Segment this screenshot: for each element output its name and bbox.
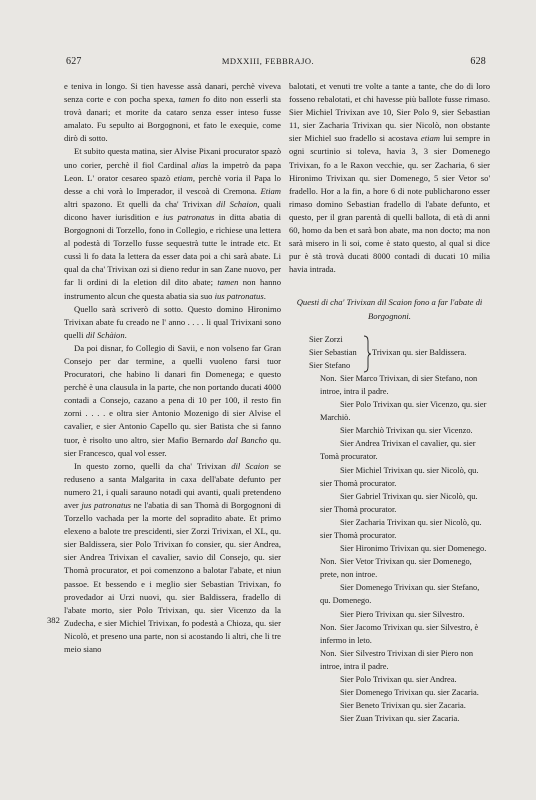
curly-brace-icon <box>363 335 371 373</box>
name-text: Sier Andrea Trivixan el cavalier, qu. sier Tomà procurator. <box>320 439 476 462</box>
non-marker: Non. <box>320 373 337 383</box>
name-entry <box>289 673 490 686</box>
right-column <box>289 80 490 725</box>
page-number-right: 628 <box>470 56 486 67</box>
name-entry <box>289 424 490 437</box>
name-entry <box>289 542 490 555</box>
margin-number: 382 <box>47 615 60 625</box>
brace-name-3: Sier Stefano <box>309 360 351 370</box>
name-entry <box>289 490 490 516</box>
brace-group <box>289 333 490 372</box>
right-column-paragraph: balotati, et venuti tre volte a tante a tante, che do di loro fosseno rebalotati, et chi havesse più ballote fusse rimaso. Sier Michiel Trivixan ave 10, Sier Polo 9, sier Sebastian 11, sier Zacharia Trivixan qu. sier Nicolò, non obstante sier Michiel suo fradello si acostava etiam lui sempre in ogni scurtinio si toleva, havia 3, 3 sier Domenego Trivixan, fo a le Raxon vecchie, qu. ser Zacharia, 6 sier Hironimo Trivixan qu. sier Domenego, 5 sier Vetor so' fradello. Hor a la fin, a hore 6 di note publicharono esser rimaso domino Sebastian fradello di l'abate defunto, et questo, per il gran parentà di quelli ballota, di età di anni 60, homo da ben et sarà bon abate, ma non docto; ma non sarà misero in li soi, come è stato questo, al qual si dice pur è stà trovà ducati 8000 contadi di ducati 10 milia havia intrada. <box>289 81 490 275</box>
name-list <box>289 333 490 726</box>
name-text: Sier Hironimo Trivixan qu. sier Domenego. <box>340 544 487 554</box>
name-text: Sier Jacomo Trivixan qu. sier Silvestro, è infermo in leto. <box>320 622 479 645</box>
name-entry <box>289 516 490 542</box>
brace-name-1: Sier Zorzi <box>309 334 343 344</box>
name-entry <box>289 647 490 673</box>
name-text: Sier Gabriel Trivixan qu. sier Nicolò, qu. sier Thomà procurator. <box>320 491 478 514</box>
name-entry <box>289 437 490 463</box>
left-paragraph-4: Da poi disnar, fo Collegio di Savii, e non volseno far Gran Consejo per dar termine, a quelli vuoleno farsi tuor Procuratori, che habino li danari fin Domenega; e questo perchè è una clausula in la parte, che non portando ducati 4000 contadi a Consejo, cazano a pena di 10 per 100, il resto fin zorni . . . . e oltra sier Antonio Mozenigo di sier Alvise el cavalier, e sier Antonio Capello qu. sier Batista che si fanno tuor, è risolto uno altro, sier Mafio Bernardo dal Bancho qu. sier Francesco, qual vol esser. <box>64 342 281 458</box>
non-marker: Non. <box>320 557 337 567</box>
brace-name-2: Sier Sebastian <box>309 347 357 357</box>
page-number-left: 627 <box>66 56 82 67</box>
name-text: Sier Domenego Trivixan qu. sier Stefano, qu. Domenego. <box>320 583 480 606</box>
running-header: MDXXIII, FEBBRAJO. <box>221 56 315 66</box>
name-text: Sier Piero Trivixan qu. sier Silvestro. <box>340 609 465 619</box>
name-entry <box>289 581 490 607</box>
name-text: Sier Zuan Trivixan qu. sier Zacaria. <box>340 714 460 724</box>
non-marker: Non. <box>320 622 337 632</box>
name-entry <box>289 398 490 424</box>
left-paragraph-5: In questo zorno, quelli da cha' Trivixan dil Scaion se reduseno a santa Malgarita in caxa dell'abate defunto per numero 21, i quali sarauno notadi qui avanti, quali pretendeno aver jus patronatus ne l'abatia di san Thomà di Borgognoni di Torzello vachada per la morte del sopradito abate. Et primo elexeno a balote tre prescidenti, sier Zorzi Trivixan, el XL, qu. sier Baldissera, sier Polo Trivixan fo consier, qu. sier Andrea, sier Andrea Trivixan el cavalier, savio dil Consejo, qu. sier Thomà procurator, et poi comenzono a balotar l'abate, et niun passoe. Et bessendo e i meglio sier Sebastian Trivixan, fo provedador ai Urzi nuovi, qu. sier Baldissera, fradello di l'abate morto, sier Polo Trivixan, qu. sier Vicenzo da la Zudecha, e sier Michiel Trivixan, fo podestà a Chioza, qu. sier Nicolò, et preseno una parte, non si acostando li altri, che li tre meio siano <box>64 460 282 655</box>
left-column <box>64 80 281 656</box>
left-paragraph-3: Quello sarà scriverò di sotto. Questo domino Hironimo Trivixan abate fu creado ne l' anno . . . . li qual Trivixani sono quelli dil Schàion. <box>64 303 281 340</box>
left-paragraph-1: e teniva in longo. Si tien havesse assà danari, perchè viveva senza corte e con pocha spexa, tamen fo dito non esserli sta trovà danari; et morite da cataro senza esser inteso fusse amalato. Fu sepulto ai Borgognoni, et fato le exequie, come dirò di sotto. <box>64 81 281 144</box>
name-text: Sier Polo Trivixan qu. sier Andrea. <box>340 675 457 685</box>
name-entry <box>289 372 490 398</box>
name-entry <box>289 608 490 621</box>
name-entry <box>289 686 490 699</box>
name-entry <box>289 699 490 712</box>
name-entry <box>289 464 490 490</box>
name-entry <box>289 555 490 581</box>
list-heading: Questi di cha' Trivixan dil Scaion fono a far l'abate di Borgognoni. <box>296 297 483 321</box>
name-text: Sier Michiel Trivixan qu. sier Nicolò, qu. sier Thomà procurator. <box>320 465 479 488</box>
name-text: Sier Zacharia Trivixan qu. sier Nicolò, qu. sier Thomà procurator. <box>320 517 482 540</box>
name-text: Sier Silvestro Trivixan di sier Piero non introe, intra il padre. <box>320 648 474 671</box>
name-text: Sier Marco Trivixan, di sier Stefano, non introe, intra il padre. <box>320 373 478 396</box>
name-entry <box>289 621 490 647</box>
non-marker: Non. <box>320 648 337 658</box>
name-text: Sier Domenego Trivixan qu. sier Zacaria. <box>340 688 479 698</box>
name-text: Sier Polo Trivixan qu. sier Vicenzo, qu. sier Marchiò. <box>320 400 487 423</box>
left-paragraph-2: Et subito questa matina, sier Alvise Pixani procurator spazò uno corier, perchè il fiol Cardinal alias la impetrò da papa Leon. L' orator cesareo spazò etiam, perchè voria il Papa lo desse a chi vorà lo Imperador, il vescoà di Cremona. Etiam altri spazono. Et quelli da cha' Trivixan dil Schaion, quali dicono haver iurisdition e ius patronatus in ditta abatia di Borgognoni di Torzello, fono in Collegio, e richiese una lettera al podestà di Torzello fusse sequestrà tutte le intrade etc. Et cussì li fo data la lettera da esser data poi a chi sarà abate. Li qual da cha' Trivixan ozi si dieno redur in san Zane nuovo, per far li ordini di la eletion dil dito abate; tamen non hanno instrumento alcun che questa abatia sia suo ius patronatus. <box>64 146 282 301</box>
name-text: Sier Vetor Trivixan qu. sier Domenego, prete, non introe. <box>320 557 472 580</box>
name-entry <box>289 712 490 725</box>
name-text: Sier Beneto Trivixan qu. sier Zacaria. <box>340 701 466 711</box>
name-text: Sier Marchiò Trivixan qu. sier Vicenzo. <box>340 426 473 436</box>
brace-label: Trivixan qu. sier Baldissera. <box>372 347 467 357</box>
